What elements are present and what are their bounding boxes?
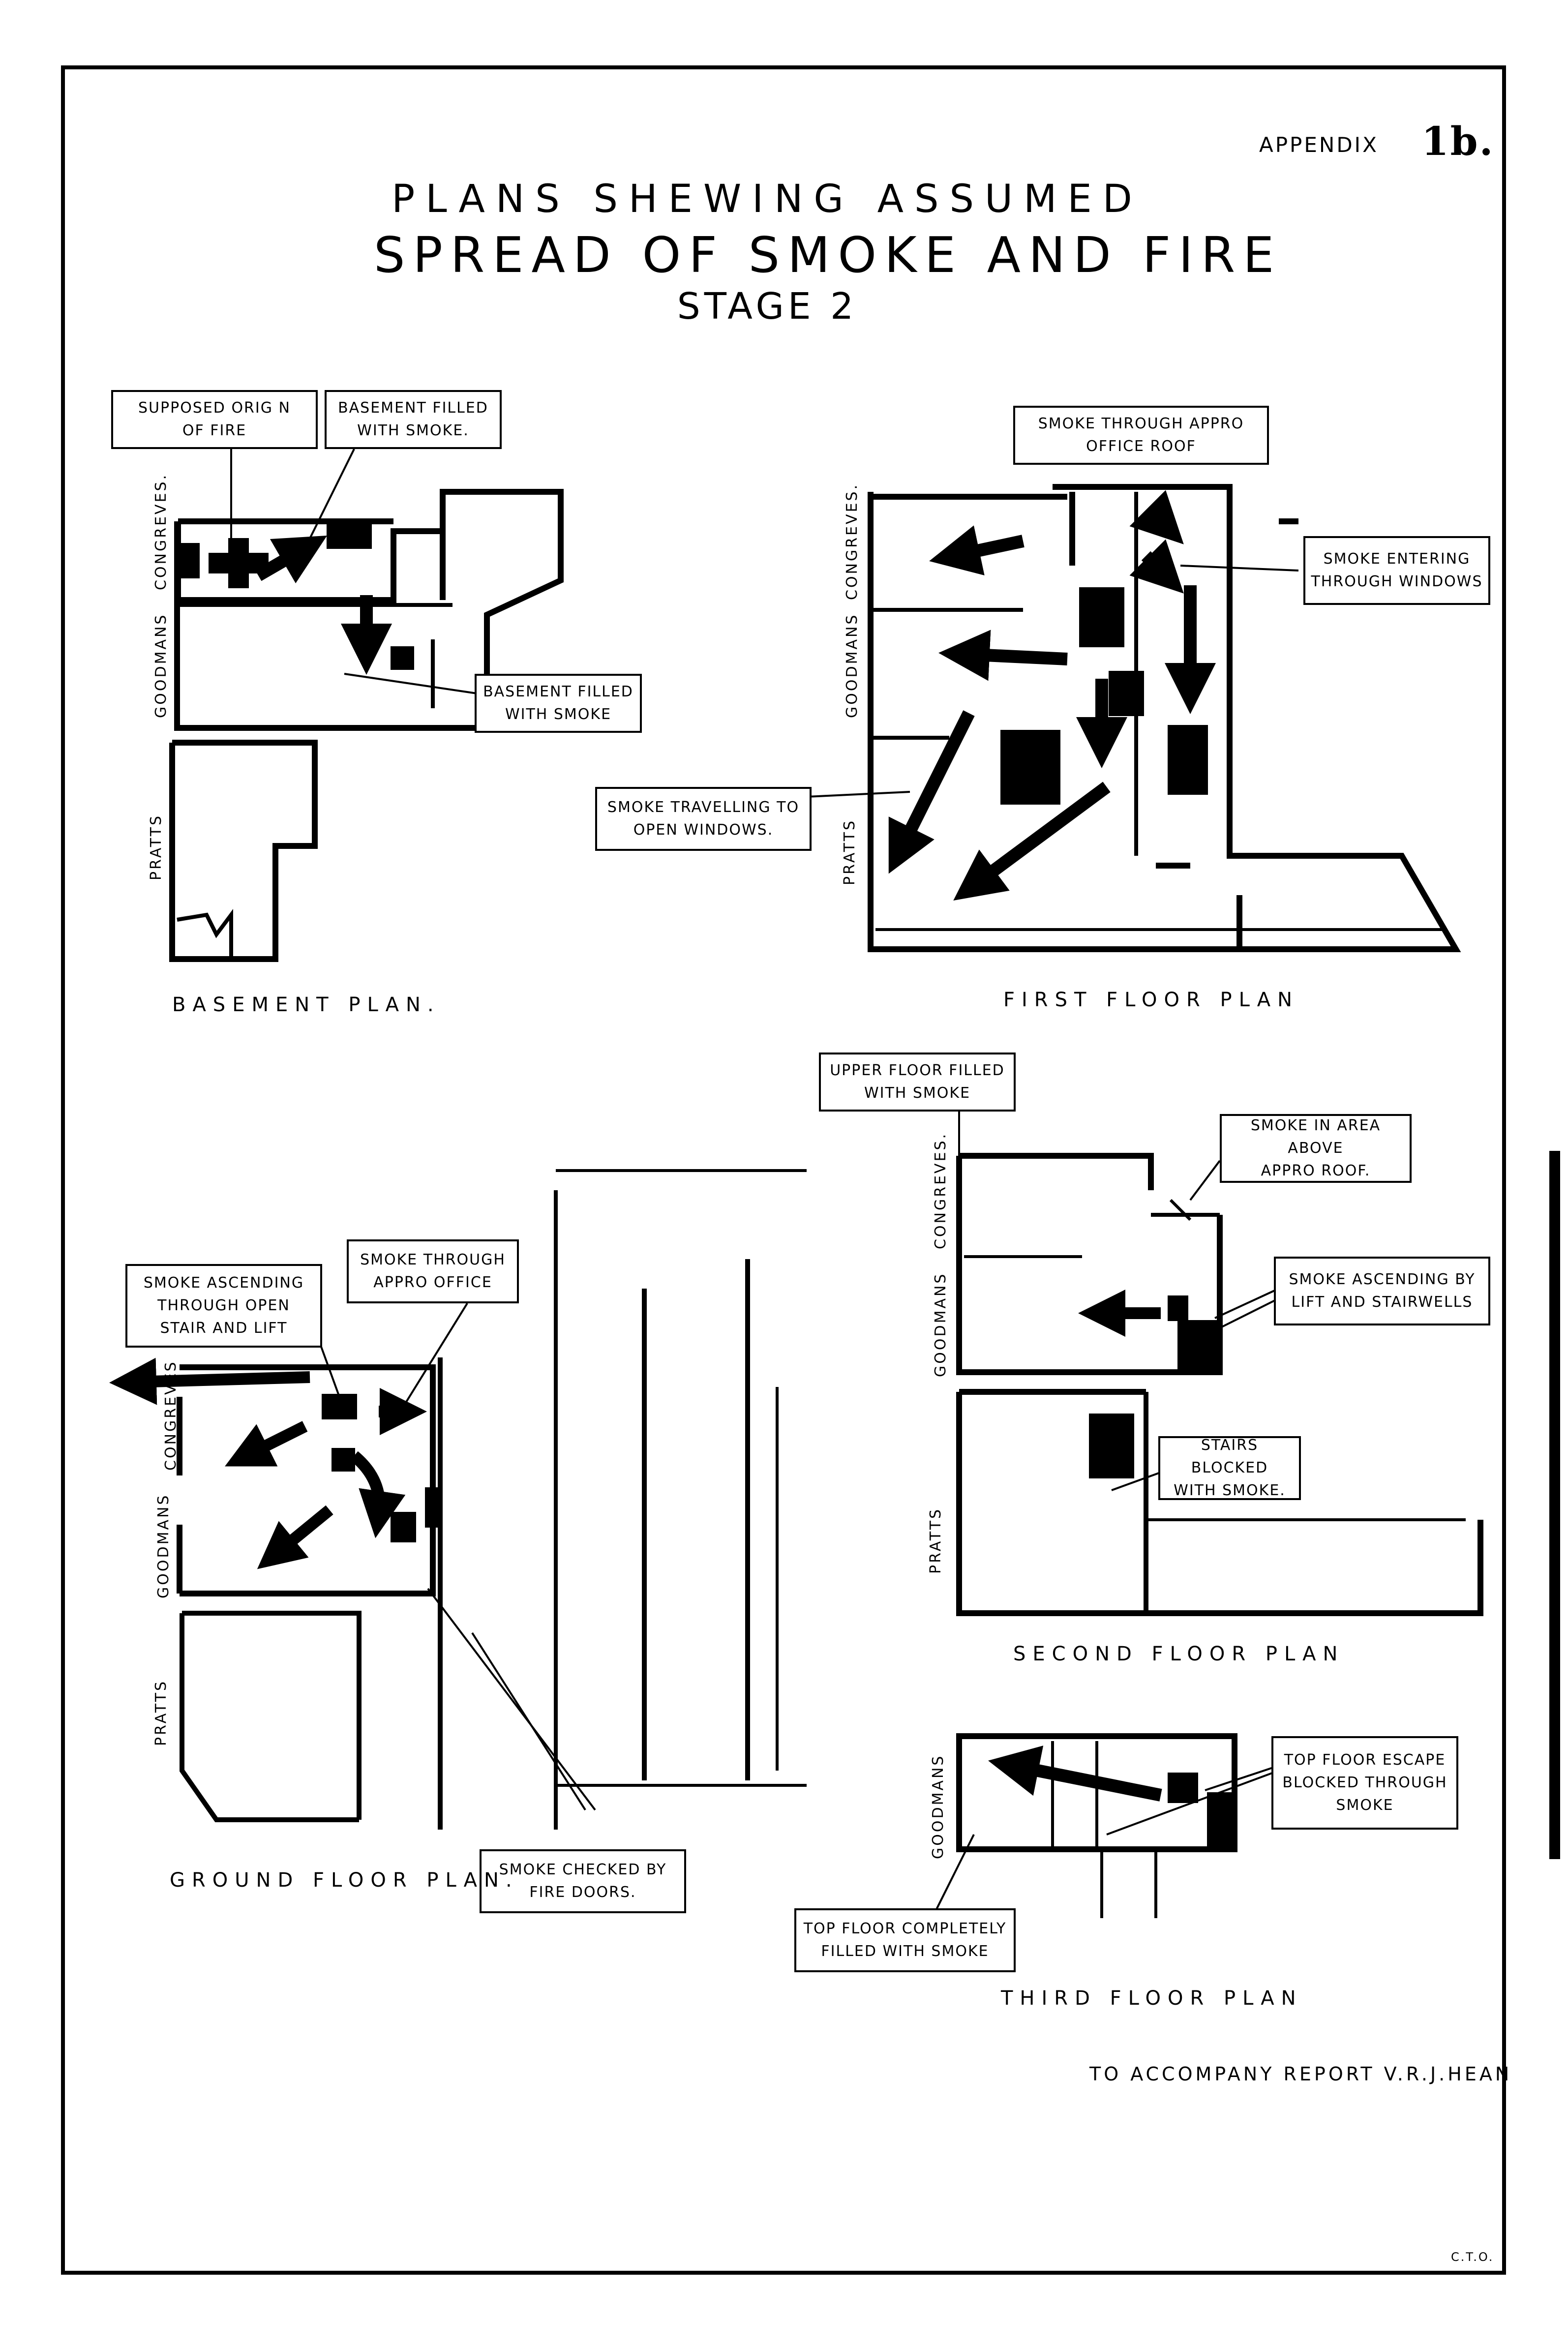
note-lift-stairwells: SMOKE ASCENDING BY LIFT AND STAIRWELLS <box>1274 1257 1490 1325</box>
third-floor-plan <box>959 1736 1235 1918</box>
note-basement-filled-right: BASEMENT FILLED WITH SMOKE <box>475 674 642 733</box>
title-line-1: PLANS SHEWING ASSUMED <box>392 177 1143 221</box>
appendix-label: APPENDIX <box>1259 133 1379 157</box>
side-label-goodmans: GOODMANS <box>930 1754 947 1859</box>
first-floor-arrows <box>900 512 1190 885</box>
side-label-goodmans: GOODMANS <box>152 613 170 718</box>
title-line-3: STAGE 2 <box>677 285 858 328</box>
note-appro-office: SMOKE THROUGH APPRO OFFICE <box>347 1239 519 1303</box>
side-label-pratts: PRATTS <box>841 818 858 885</box>
title-line-2: SPREAD OF SMOKE AND FIRE <box>374 226 1282 284</box>
drafter-initials: C.T.O. <box>1451 2250 1494 2264</box>
side-label-congreves: CONGREVES <box>162 1360 180 1471</box>
note-top-floor-filled: TOP FLOOR COMPLETELY FILLED WITH SMOKE <box>794 1908 1016 1972</box>
ground-floor-plan-label: GROUND FLOOR PLAN. <box>170 1869 519 1892</box>
third-floor-plan-label: THIRD FLOOR PLAN <box>1001 1987 1303 2010</box>
first-floor-plan-label: FIRST FLOOR PLAN <box>1003 989 1299 1011</box>
basement-plan-label: BASEMENT PLAN. <box>172 993 441 1016</box>
right-edge-strip <box>1549 1151 1560 1859</box>
side-label-pratts: PRATTS <box>152 1679 170 1746</box>
note-basement-filled-top: BASEMENT FILLED WITH SMOKE. <box>325 390 502 449</box>
side-label-pratts: PRATTS <box>927 1507 944 1574</box>
note-area-above-appro: SMOKE IN AREA ABOVE APPRO ROOF. <box>1220 1114 1412 1183</box>
note-supposed-origin: SUPPOSED ORIG N OF FIRE <box>111 390 318 449</box>
note-ascending-stair-lift: SMOKE ASCENDING THROUGH OPEN STAIR AND LIFT <box>125 1264 322 1348</box>
second-floor-plan <box>959 1156 1480 1613</box>
side-label-goodmans: GOODMANS <box>932 1272 949 1377</box>
note-escape-blocked: TOP FLOOR ESCAPE BLOCKED THROUGH SMOKE <box>1271 1736 1458 1830</box>
side-label-congreves: CONGREVES. <box>844 482 861 600</box>
side-label-goodmans: GOODMANS <box>155 1493 172 1598</box>
side-label-pratts: PRATTS <box>148 813 165 880</box>
side-label-congreves: CONGREVES. <box>932 1132 949 1249</box>
side-label-goodmans: GOODMANS <box>844 613 861 718</box>
note-upper-floor-filled: UPPER FLOOR FILLED WITH SMOKE <box>819 1053 1016 1112</box>
second-floor-plan-label: SECOND FLOOR PLAN <box>1013 1643 1345 1665</box>
note-entering-windows: SMOKE ENTERING THROUGH WINDOWS <box>1303 536 1490 605</box>
third-floor-arrows <box>1013 1766 1161 1795</box>
report-reference: TO ACCOMPANY REPORT V.R.J.HEAN <box>1089 2063 1512 2085</box>
note-fire-doors: SMOKE CHECKED BY FIRE DOORS. <box>480 1849 686 1913</box>
note-appro-office-roof: SMOKE THROUGH APPRO OFFICE ROOF <box>1013 406 1269 465</box>
note-travelling-windows: SMOKE TRAVELLING TO OPEN WINDOWS. <box>595 787 812 851</box>
note-stairs-blocked: STAIRS BLOCKED WITH SMOKE. <box>1158 1436 1301 1500</box>
side-label-congreves: CONGREVES. <box>152 473 170 590</box>
appendix-number: 1b. <box>1421 118 1495 164</box>
